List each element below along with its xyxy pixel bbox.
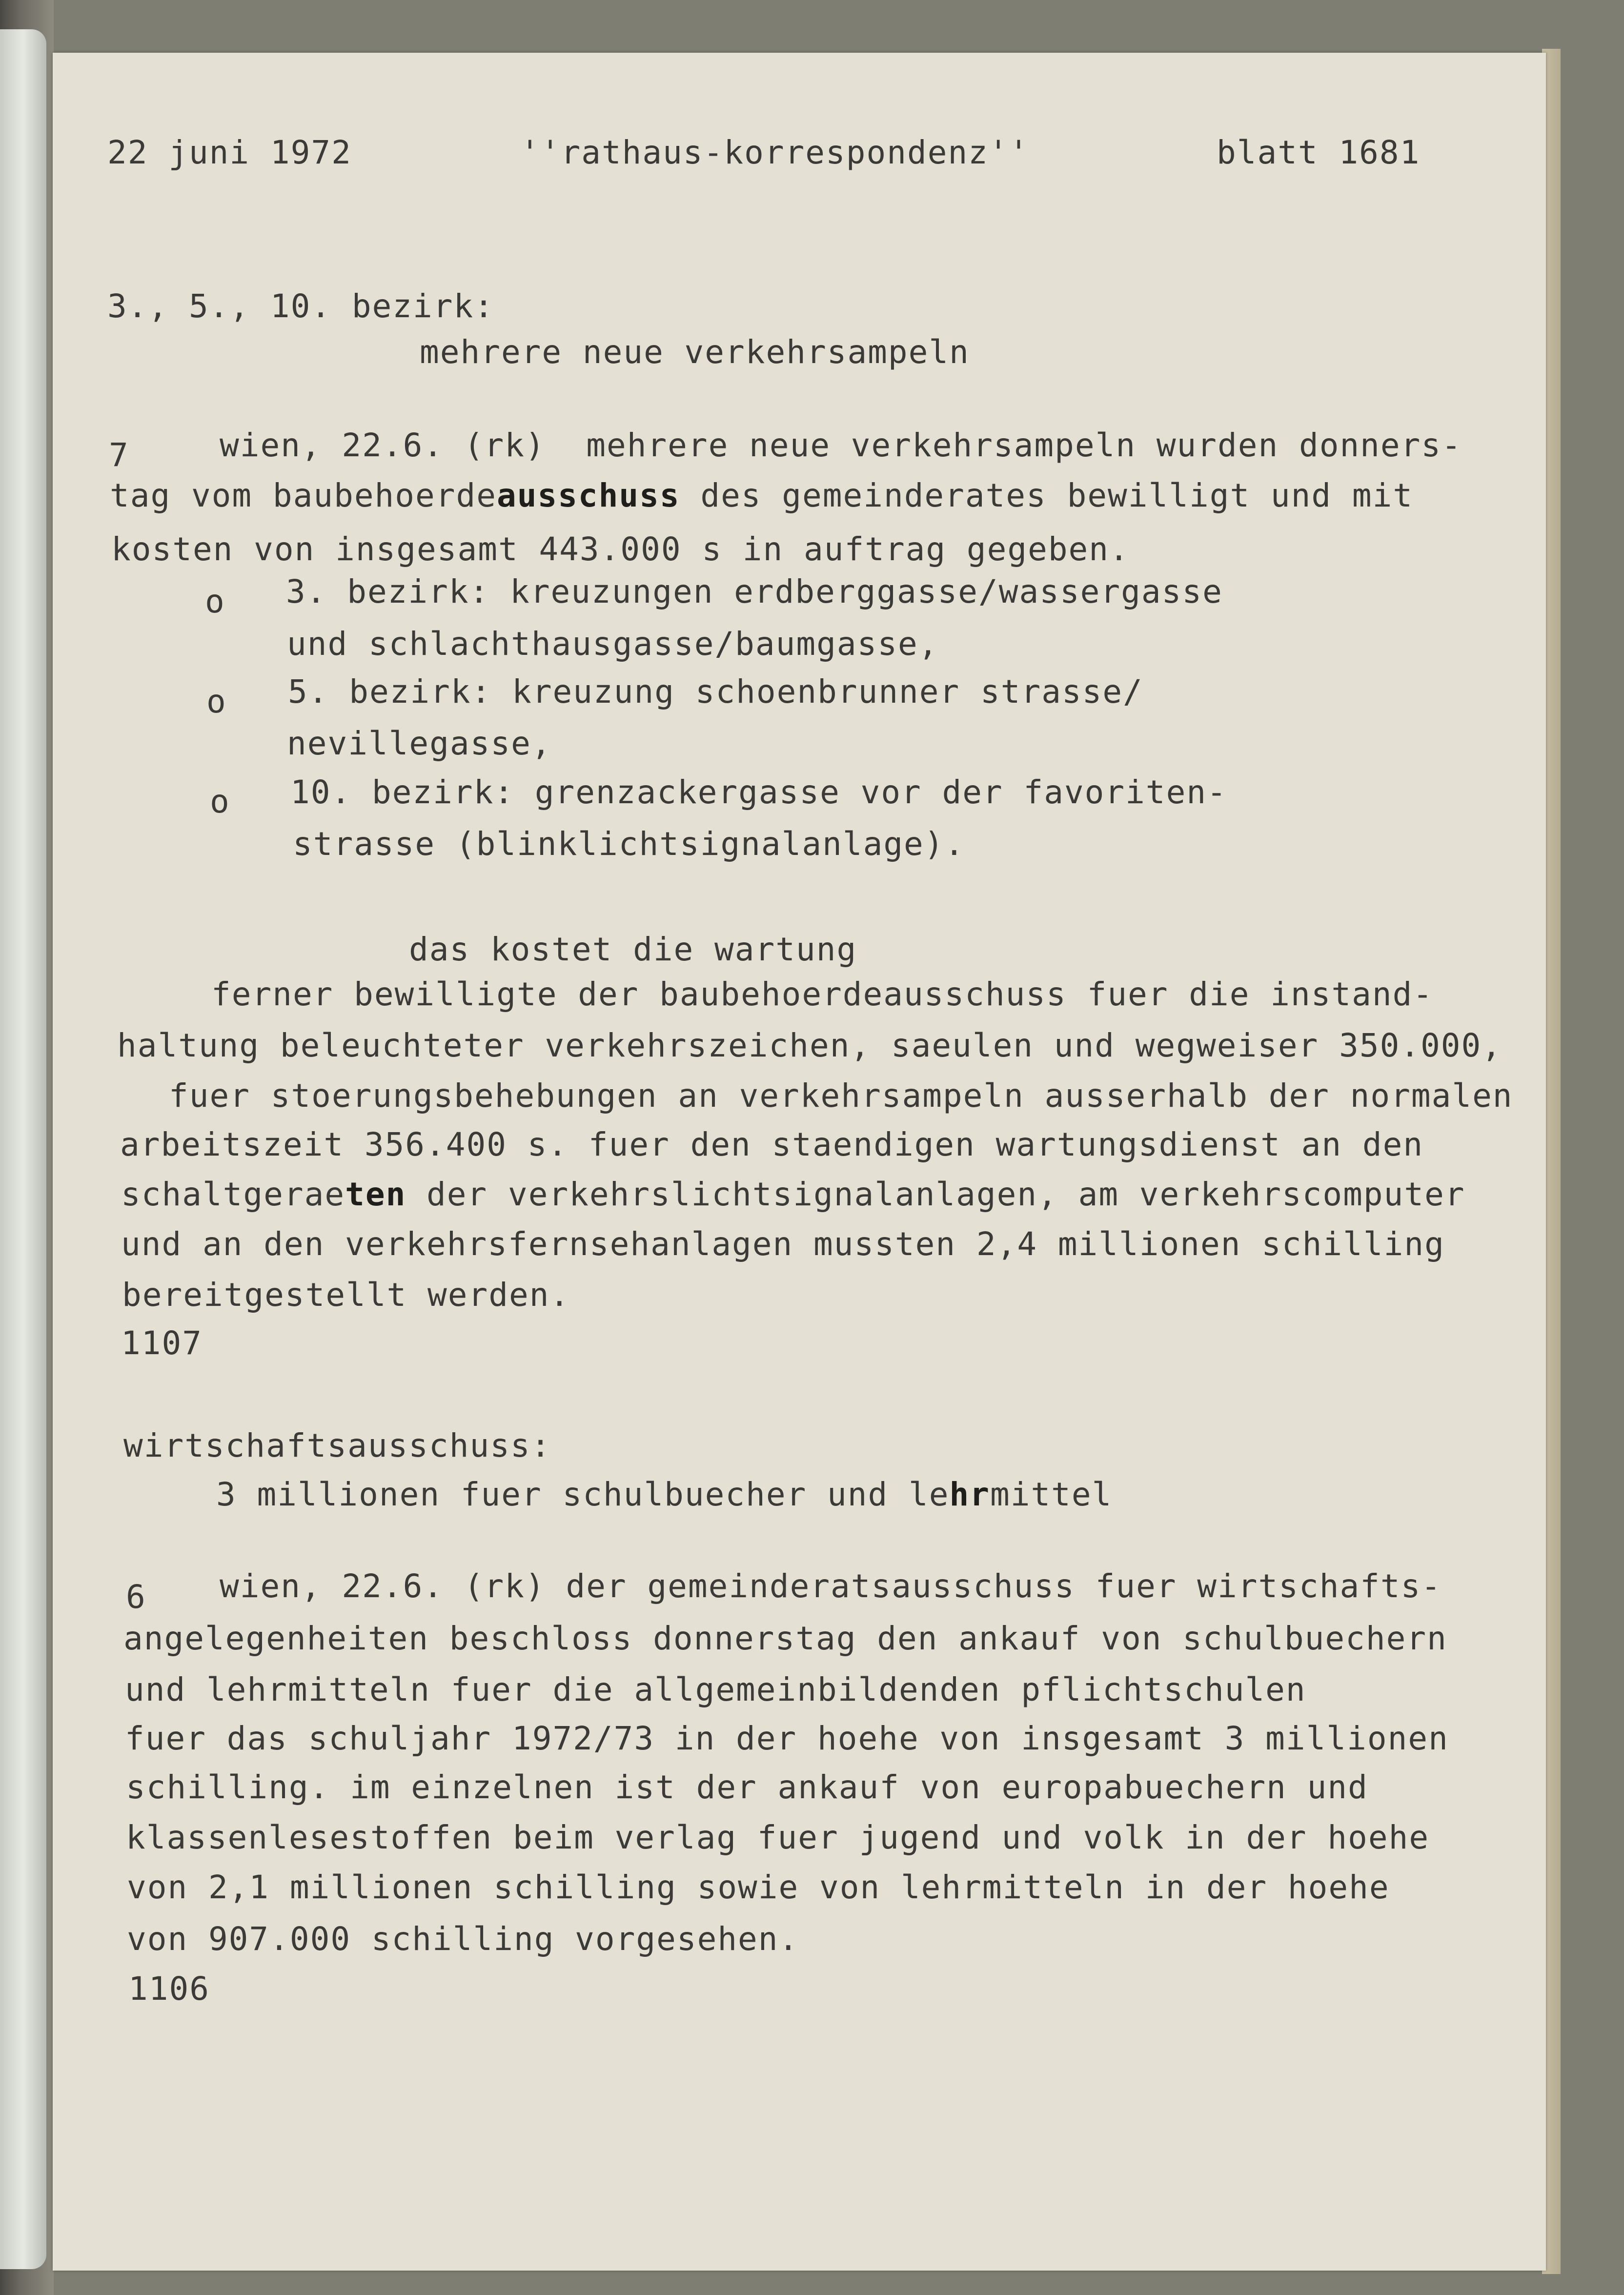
article1-code: 1107 (121, 1324, 203, 1362)
overtyped-word: ausschuss (496, 477, 680, 514)
article2-district: wirtschaftsausschuss: (123, 1427, 551, 1464)
article2-body-line: und lehrmitteln fuer die allgemeinbildenden pflichtschulen (125, 1671, 1306, 1708)
article1-paragraph-line: und an den verkehrsfernsehanlagen mussten 2,4 millionen schilling (121, 1225, 1445, 1263)
article2-body-line: von 2,1 millionen schilling sowie von lehrmitteln in der hoehe (127, 1868, 1390, 1906)
article2-body-line: angelegenheiten beschloss donnerstag den ankauf von schulbuechern (123, 1620, 1447, 1657)
body-text: der verkehrslichtsignalanlagen, am verkehrscomputer (406, 1176, 1465, 1213)
body-text: des gemeinderates bewilligt und mit (680, 477, 1414, 514)
list-item-line: strasse (blinklichtsignalanlage). (293, 825, 965, 863)
list-marker: o (205, 583, 225, 620)
headline-text: mittel (990, 1476, 1113, 1513)
list-marker: o (210, 783, 230, 820)
article1-body-line (110, 476, 1413, 515)
list-item-line: 5. bezirk: kreuzung schoenbrunner strasse/ (288, 673, 1143, 711)
article2-body-line: klassenlesestoffen beim verlag fuer jugend und volk in der hoehe (126, 1819, 1430, 1856)
subheading: das kostet die wartung (409, 931, 857, 968)
list-item-line: 3. bezirk: kreuzungen erdberggasse/wassergasse (286, 573, 1223, 610)
body-text: schaltgerae (121, 1176, 345, 1213)
article2-body-line: wien, 22.6. (rk) der gemeinderatsausschuss fuer wirtschafts- (220, 1567, 1442, 1605)
list-item-line: 10. bezirk: grenzackergasse vor der favoriten- (290, 773, 1227, 811)
facing-page (0, 29, 46, 2269)
article1-body-line: wien, 22.6. (rk) mehrere neue verkehrsampeln wurden donners- (220, 427, 1462, 464)
list-marker: o (206, 683, 227, 720)
list-item-line: und schlachthausgasse/baumgasse, (287, 625, 939, 663)
article1-paragraph-line: bereitgestellt werden. (122, 1276, 570, 1314)
article1-district: 3., 5., 10. bezirk: (107, 287, 494, 325)
overtyped-word: hr (949, 1476, 990, 1513)
header-title: ''rathaus-korrespondenz'' (520, 134, 1030, 171)
article1-paragraph-line: ferner bewilligte der baubehoerdeausschuss fuer die instand- (211, 975, 1434, 1013)
overtyped-word: ten (345, 1176, 406, 1213)
document-page (53, 53, 1546, 2271)
article1-body-line: kosten von insgesamt 443.000 s in auftrag gegeben. (111, 530, 1130, 568)
body-text: tag vom baubehoerde (110, 477, 497, 514)
article1-paragraph-line: fuer stoerungsbehebungen an verkehrsampeln ausserhalb der normalen (169, 1077, 1513, 1115)
article1-paragraph-line: arbeitszeit 356.400 s. fuer den staendigen wartungsdienst an den (120, 1126, 1424, 1163)
article2-body-line: von 907.000 schilling vorgesehen. (127, 1920, 799, 1958)
article2-body-line: schilling. im einzelnen ist der ankauf von europabuechern und (126, 1768, 1368, 1806)
headline-text: 3 millionen fuer schulbuecher und le (216, 1476, 950, 1513)
header-sheet: blatt 1681 (1217, 134, 1421, 171)
article1-headline: mehrere neue verkehrsampeln (420, 333, 970, 371)
article2-number: 6 (126, 1578, 146, 1616)
article2-code: 1106 (128, 1970, 210, 2008)
article1-paragraph-line (121, 1175, 1465, 1214)
article2-body-line: fuer das schuljahr 1972/73 in der hoehe von insgesamt 3 millionen (125, 1720, 1449, 1757)
article1-number: 7 (109, 436, 129, 474)
article1-paragraph-line: haltung beleuchteter verkehrszeichen, saeulen und wegweiser 350.000, (117, 1027, 1502, 1064)
article2-headline (216, 1475, 1112, 1514)
header-date: 22 juni 1972 (107, 134, 352, 171)
list-item-line: nevillegasse, (287, 725, 552, 762)
